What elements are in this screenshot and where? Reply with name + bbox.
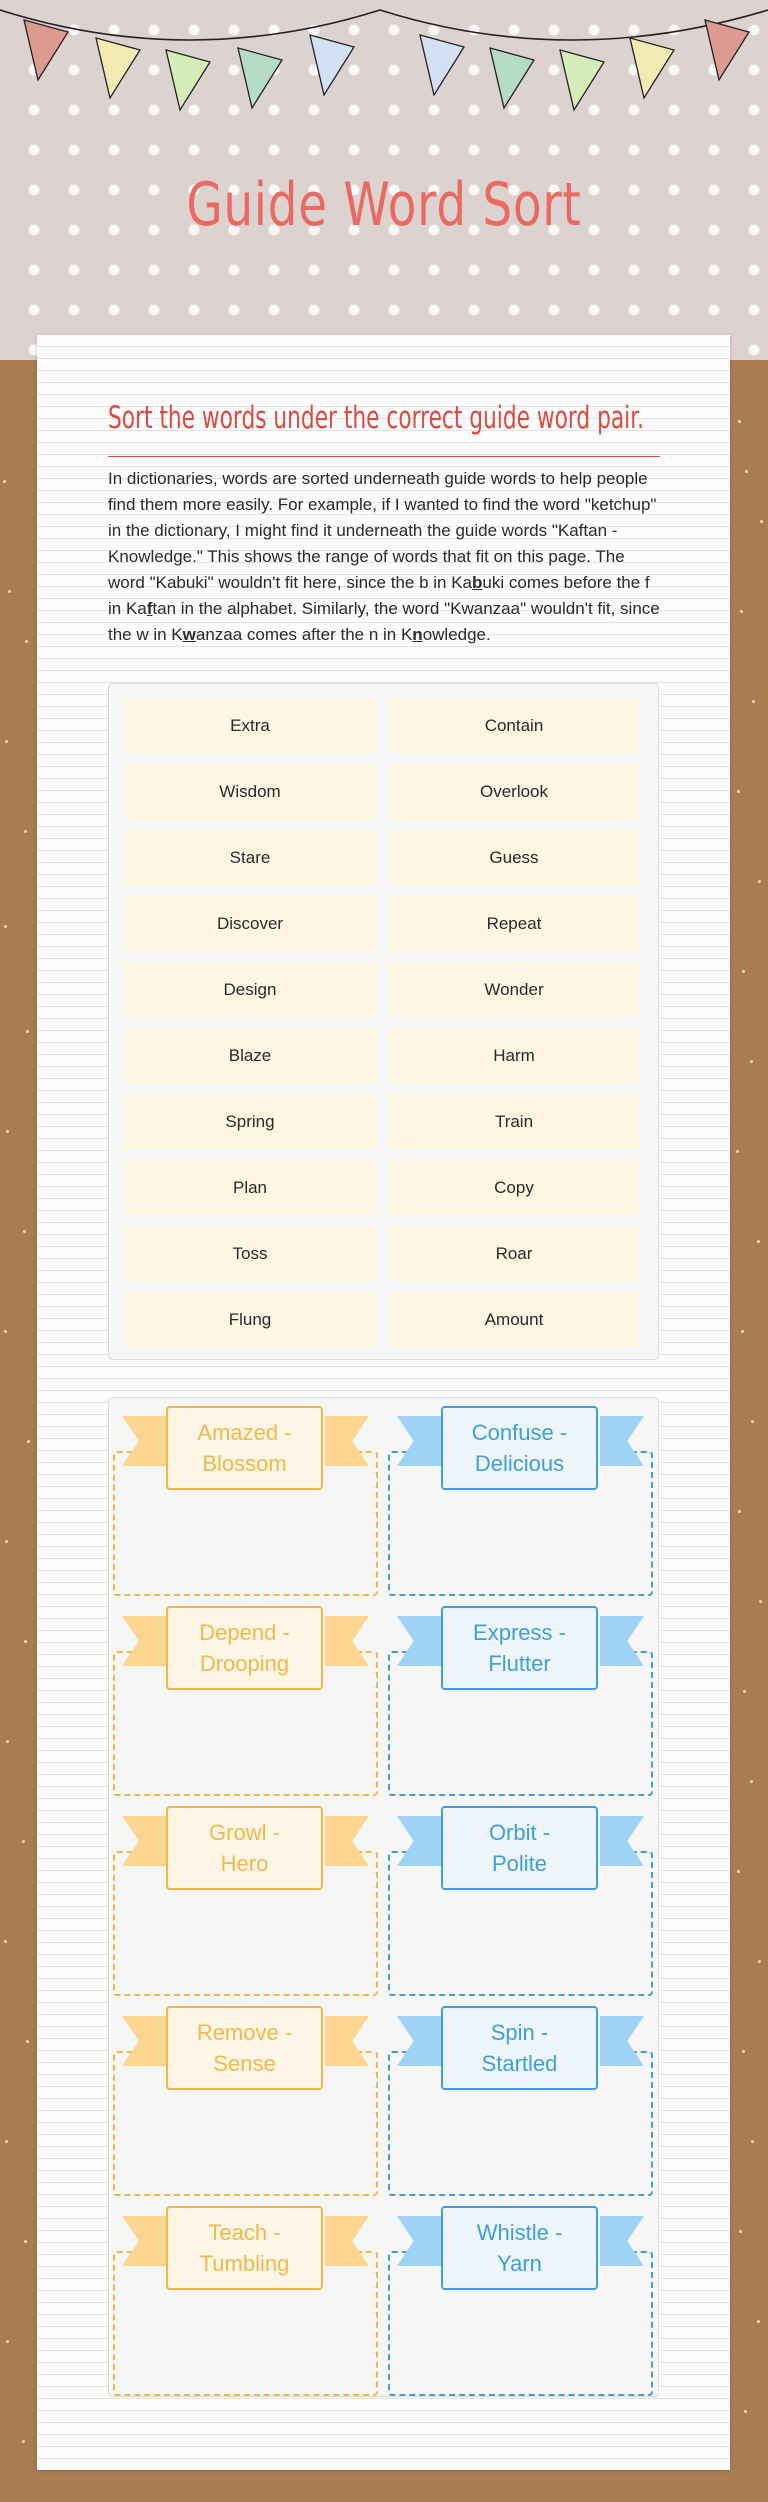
word-card[interactable]: Toss — [124, 1226, 376, 1281]
category-label — [166, 2206, 323, 2290]
category-label — [441, 1806, 598, 1890]
category-bin — [388, 2206, 653, 2396]
intro-underlined-letter: w — [182, 625, 196, 644]
category-bin — [113, 1406, 378, 1596]
ribbon-tail-left — [122, 1816, 166, 1866]
word-card[interactable]: Train — [388, 1094, 640, 1149]
instructions-heading: Sort the words under the correct guide word pair. — [108, 400, 645, 436]
word-card[interactable]: Stare — [124, 830, 376, 885]
category-label-line: Spin - — [490, 2020, 549, 2045]
bunting-flag — [310, 35, 354, 95]
ribbon-tail-left — [122, 1416, 166, 1466]
category-bin — [113, 2206, 378, 2396]
ribbon-tail-right — [325, 1816, 369, 1866]
word-card[interactable]: Design — [124, 962, 376, 1017]
intro-paragraph — [108, 466, 663, 648]
bunting-flag — [560, 50, 604, 110]
bunting-flag — [24, 20, 68, 80]
bunting-flag — [630, 38, 674, 98]
category-label — [166, 1606, 323, 1690]
category-label-line: Express - — [473, 1620, 566, 1645]
word-card[interactable]: Extra — [124, 698, 376, 753]
category-label-line: Orbit - — [488, 1820, 551, 1845]
category-label — [441, 1606, 598, 1690]
bunting-flag — [705, 20, 749, 80]
ribbon-tail-right — [600, 2216, 644, 2266]
word-bank — [108, 683, 659, 1360]
word-card[interactable]: Overlook — [388, 764, 640, 819]
ribbon-tail-right — [325, 1416, 369, 1466]
bunting-flag — [96, 38, 140, 98]
category-bin — [388, 1406, 653, 1596]
bunting-flag — [420, 35, 464, 95]
category-label-line: Remove - — [196, 2020, 293, 2045]
word-card[interactable]: Wonder — [388, 962, 640, 1017]
bunting-flag — [238, 48, 282, 108]
intro-text: uki comes before the f in Ka — [108, 573, 650, 618]
ribbon-tail-left — [397, 2016, 441, 2066]
ribbon-tail-right — [325, 1616, 369, 1666]
word-grid — [124, 698, 640, 1347]
category-label-line: Drooping — [199, 1651, 290, 1676]
category-label-line: Whistle - — [476, 2220, 563, 2245]
ribbon-tail-left — [122, 2216, 166, 2266]
category-label-line: Tumbling — [199, 2251, 290, 2276]
category-label-line: Depend - — [199, 1620, 290, 1645]
ribbon-tail-left — [397, 1416, 441, 1466]
word-card[interactable]: Spring — [124, 1094, 376, 1149]
ribbon-tail-right — [600, 1816, 644, 1866]
ribbon-tail-left — [122, 1616, 166, 1666]
category-bin — [388, 1806, 653, 1996]
category-label-line: Yarn — [497, 2251, 542, 2276]
intro-text: tan in the alphabet. Similarly, the word "Kwanzaa" wouldn't fit, since the w in K — [108, 599, 660, 644]
bunting-flag — [490, 48, 534, 108]
category-bin — [113, 1806, 378, 1996]
category-label-line: Delicious — [474, 1451, 565, 1476]
ribbon-tail-left — [397, 2216, 441, 2266]
category-bin — [113, 2006, 378, 2196]
page-title: Guide Word Sort — [186, 170, 582, 240]
intro-underlined-letter: n — [412, 625, 423, 644]
heading-divider — [108, 456, 660, 457]
ribbon-tail-right — [325, 2016, 369, 2066]
word-card[interactable]: Repeat — [388, 896, 640, 951]
category-label-line: Blossom — [202, 1451, 287, 1476]
category-label-line: Polite — [491, 1851, 548, 1876]
bunting-decoration — [0, 0, 768, 120]
ribbon-tail-right — [600, 1616, 644, 1666]
category-label — [166, 1806, 323, 1890]
ribbon-tail-left — [397, 1616, 441, 1666]
category-bin — [388, 2006, 653, 2196]
word-card[interactable]: Plan — [124, 1160, 376, 1215]
bunting-flag — [166, 50, 210, 110]
word-card[interactable]: Blaze — [124, 1028, 376, 1083]
intro-underlined-letter: b — [472, 573, 483, 592]
word-card[interactable]: Discover — [124, 896, 376, 951]
intro-text: owledge. — [422, 625, 491, 644]
intro-underlined-letter: f — [146, 599, 153, 618]
category-label — [166, 2006, 323, 2090]
word-card[interactable]: Flung — [124, 1292, 376, 1347]
word-card[interactable]: Wisdom — [124, 764, 376, 819]
category-area — [108, 1397, 659, 2397]
category-label-line: Startled — [481, 2051, 558, 2076]
ribbon-tail-right — [600, 1416, 644, 1466]
category-bin — [113, 1606, 378, 1796]
category-label — [441, 1406, 598, 1490]
category-label — [441, 2206, 598, 2290]
category-label-line: Confuse - — [471, 1420, 568, 1445]
ribbon-tail-right — [325, 2216, 369, 2266]
category-label-line: Hero — [220, 1851, 269, 1876]
category-label-line: Amazed - — [197, 1420, 292, 1445]
word-card[interactable]: Amount — [388, 1292, 640, 1347]
word-card[interactable]: Harm — [388, 1028, 640, 1083]
word-card[interactable]: Contain — [388, 698, 640, 753]
category-label-line: Sense — [213, 2051, 276, 2076]
word-card[interactable]: Guess — [388, 830, 640, 885]
category-label-line: Teach - — [208, 2220, 281, 2245]
category-label-line: Flutter — [488, 1651, 551, 1676]
ribbon-tail-left — [397, 1816, 441, 1866]
word-card[interactable]: Copy — [388, 1160, 640, 1215]
intro-text: anzaa comes after the n in K — [195, 625, 413, 644]
category-label — [166, 1406, 323, 1490]
word-card[interactable]: Roar — [388, 1226, 640, 1281]
category-label-line: Growl - — [209, 1820, 280, 1845]
intro-text: In dictionaries, words are sorted underneath guide words to help people find them more easily. For example, if I wanted to find the word "ketchup" in the dictionary, I might find it underneath the guide words "Kaftan - Knowledge." This shows the range of words that fit on this page. The word "Kabuki" wouldn't fit here, since the b in Ka — [108, 469, 657, 592]
ribbon-tail-left — [122, 2016, 166, 2066]
category-label — [441, 2006, 598, 2090]
ribbon-tail-right — [600, 2016, 644, 2066]
category-bin — [388, 1606, 653, 1796]
